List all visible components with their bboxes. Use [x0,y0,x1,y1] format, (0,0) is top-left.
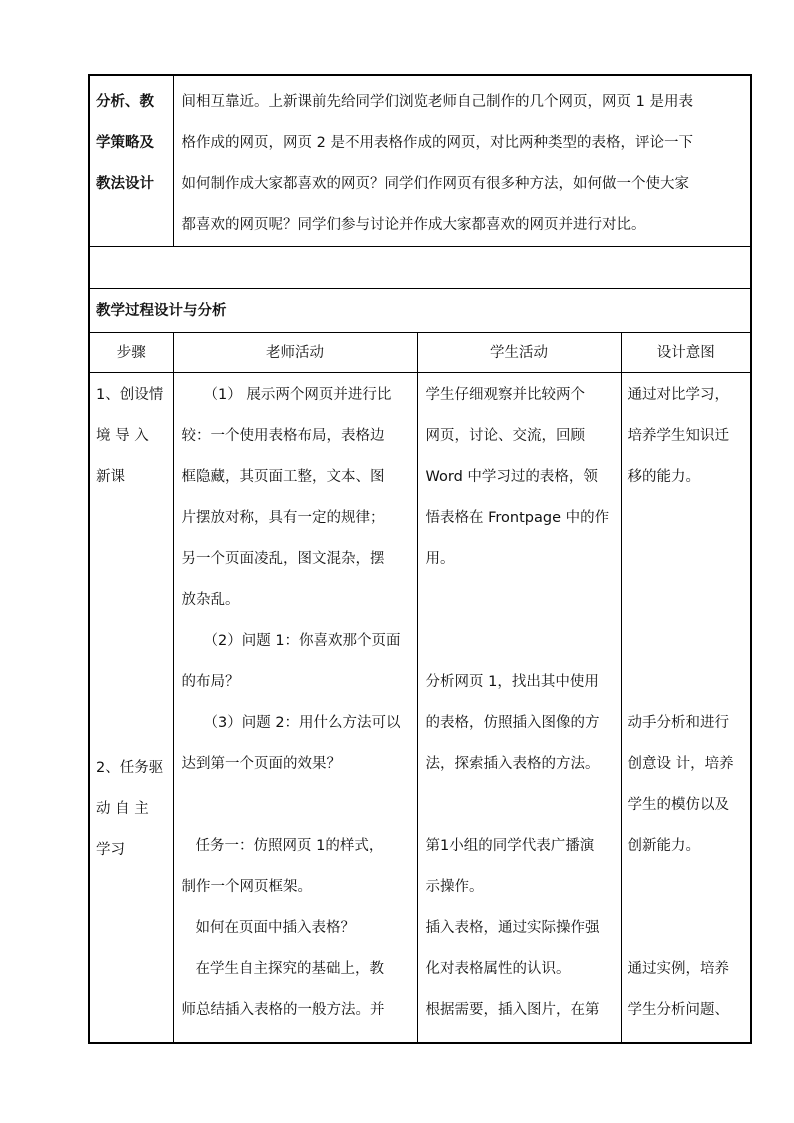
teacher-line: 达到第一个页面的效果？ [181,756,341,772]
student-line: 学生仔细观察并比较两个 [425,387,585,403]
teacher-line: （3）问题 2：用什么方法可以 [203,715,401,731]
intent-cell [621,373,751,1043]
step-line: 新课 [96,469,125,485]
teacher-block-2 [182,621,413,703]
steps-cell [89,373,173,1043]
intent-line: 培养学生知识迁 [627,428,729,444]
student-block-1 [426,373,617,580]
intent-line: 动手分析和进行 [627,715,729,731]
header-student [417,333,621,373]
teacher-block-3 [182,703,413,785]
teacher-line: （2）问题 1：你喜欢那个页面 [203,633,401,649]
lesson-plan-page [88,74,750,1044]
analysis-content-cell [173,75,751,247]
header-intent [621,333,751,373]
teacher-block-5 [182,908,413,949]
header-intent-label: 设计意图 [656,344,715,361]
step-line: 学习 [96,842,125,858]
header-row [89,333,751,373]
analysis-label-cell [89,75,173,247]
teacher-line: 制作一个网页框架。 [181,879,312,895]
student-line: Word 中学习过的表格，领 [425,469,598,485]
student-block-5 [426,990,617,1031]
student-line: 分析网页 1，找出其中使用 [425,674,599,690]
teacher-block-4 [182,785,413,908]
intent-block-1 [628,373,749,498]
intent-line: 通过对比学习， [627,387,729,403]
step-line: 1、创设情 [96,387,164,403]
teacher-line: 任务一：仿照网页 1的样式， [195,838,384,854]
header-step [89,333,173,373]
step-line: 动 自 主 [96,801,149,817]
header-teacher [173,333,417,373]
intent-line: 创意设 计，培养 [627,756,734,772]
header-step-label: 步骤 [116,344,146,361]
student-block-3 [426,785,617,908]
teacher-line: （1） 展示两个网页并进行比 [203,387,392,403]
empty-cell [89,247,751,289]
intent-line: 创新能力。 [627,838,700,854]
label-line: 学策略及 [96,135,154,151]
step-line: 境 导 入 [96,428,149,444]
analysis-content [182,82,747,246]
section-title-cell [89,289,751,333]
analysis-row [89,75,751,247]
header-student-label: 学生活动 [490,344,548,361]
teacher-line: 在学生自主探究的基础上，教 [195,961,384,977]
intent-line: 通过实例，培养 [627,961,729,977]
teacher-line: 另一个页面凌乱，图文混杂，摆 [181,551,385,567]
student-line: 法，探索插入表格的方法。 [425,756,600,772]
content-line: 格作成的网页，网页 2 是不用表格作成的网页，对比两种类型的表格，评论一下 [181,135,693,151]
student-line: 示操作。 [425,879,484,895]
teacher-line: 的布局？ [181,674,240,690]
intent-line: 学生的模仿以及 [627,797,729,813]
student-block-2 [426,580,617,785]
student-line: 根据需要，插入图片，在第 [425,1002,600,1018]
teacher-line: 片摆放对称，具有一定的规律； [181,510,385,526]
student-line: 用。 [425,551,455,567]
section-title-row [89,289,751,333]
teacher-line: 师总结插入表格的一般方法。并 [181,1002,385,1018]
student-line: 网页，讨论、交流，回顾 [425,428,585,444]
header-teacher-label: 老师活动 [266,344,324,361]
content-line: 如何制作成大家都喜欢的网页？同学们作网页有很多种方法，如何做一个使大家 [181,176,689,192]
empty-row [89,247,751,289]
section-title: 教学过程设计与分析 [96,303,227,319]
content-line: 都喜欢的网页呢？同学们参与讨论并作成大家都喜欢的网页并进行对比。 [181,217,646,233]
intent-line: 学生分析问题、 [627,1002,729,1018]
teacher-block-6 [182,949,413,1031]
intent-line: 移的能力。 [627,469,700,485]
intent-block-2 [628,498,749,867]
teacher-line: 放杂乱。 [181,592,240,608]
label-line: 分析、教 [96,94,154,110]
teacher-block-1 [182,373,413,621]
lesson-plan-table [88,74,752,1044]
teacher-line: 较：一个使用表格布局，表格边 [181,428,385,444]
step-line: 2、任务驱 [96,760,164,776]
step-1 [96,373,169,498]
process-row [89,373,751,1043]
teacher-cell [173,373,417,1043]
student-cell [417,373,621,1043]
teacher-line: 框隐藏，其页面工整，文本、图 [181,469,385,485]
content-line: 间相互靠近。上新课前先给同学们浏览老师自己制作的几个网页，网页 1 是用表 [181,94,693,110]
student-line: 的表格，仿照插入图像的方 [425,715,600,731]
analysis-label [96,82,173,205]
student-line: 插入表格，通过实际操作强 [425,920,600,936]
step-2 [96,498,169,871]
student-line: 第1小组的同学代表广播演 [425,838,595,854]
student-block-4 [426,908,617,990]
label-line: 教法设计 [96,176,154,192]
student-line: 化对表格属性的认识。 [425,961,571,977]
teacher-line: 如何在页面中插入表格？ [195,920,355,936]
intent-block-3 [628,867,749,1031]
student-line: 悟表格在 Frontpage 中的作 [425,510,610,526]
